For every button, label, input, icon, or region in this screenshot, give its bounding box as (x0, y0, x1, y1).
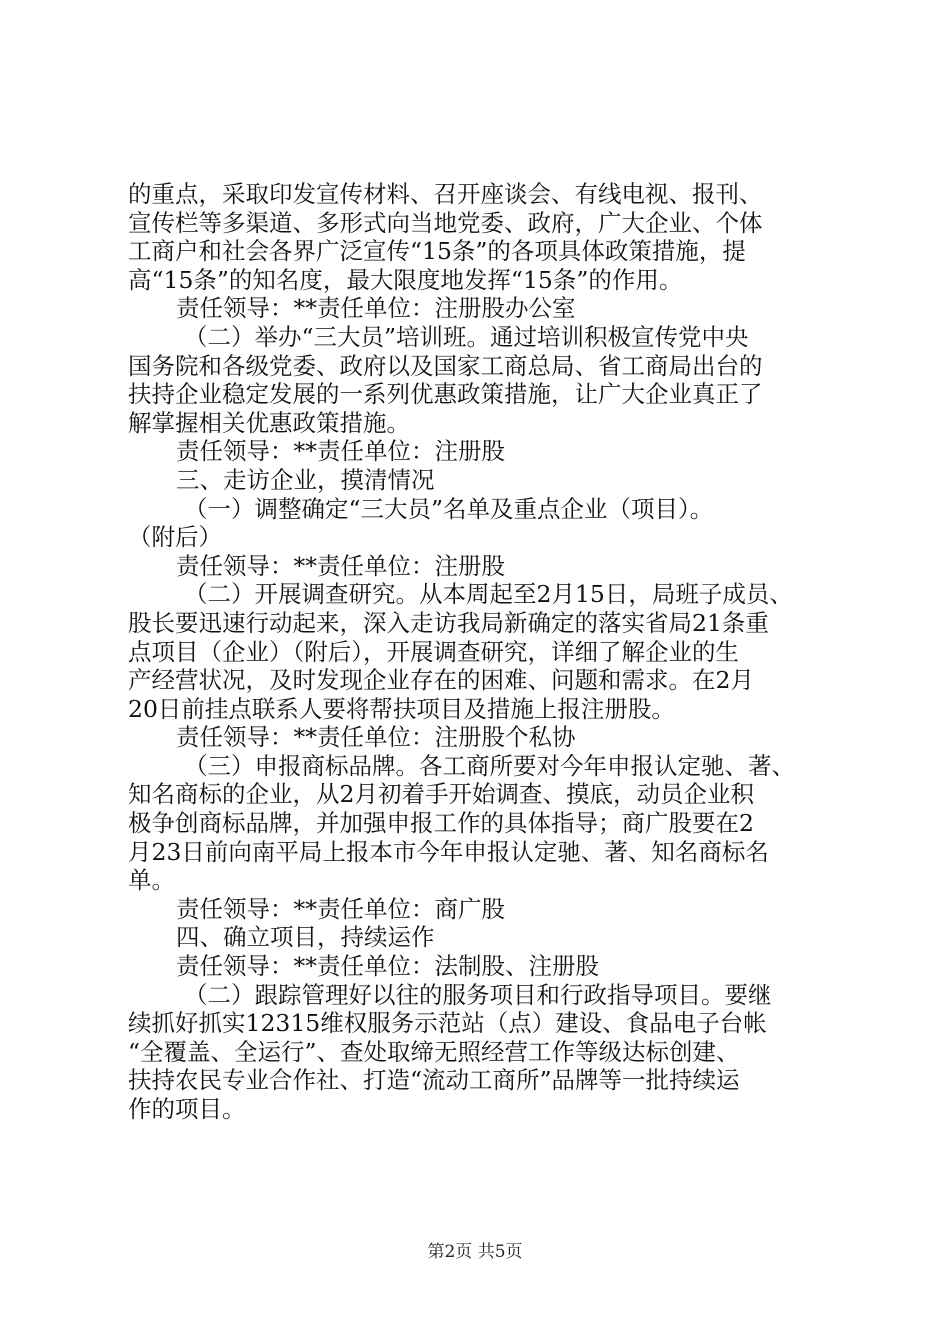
section-heading: （一）调整确定“三大员”名单及重点企业（项目）。 (184, 494, 714, 523)
body-line: 解掌握相关优惠政策措施。 (128, 408, 410, 437)
body-line: 月23日前向南平局上报本市今年申报认定驰、著、知名商标名 (128, 837, 769, 866)
body-line: 作的项目。 (128, 1095, 246, 1123)
page-number: 第2页 共5页 (427, 1242, 523, 1262)
responsibility-line: 责任领导：**责任单位：商广股 (176, 894, 505, 923)
body-line: 产经营状况，及时发现企业存在的困难、问题和需求。在2月 (128, 666, 754, 695)
responsibility-line: 责任领导：**责任单位：注册股 (176, 437, 505, 466)
responsibility-line: 责任领导：**责任单位：注册股 (176, 551, 505, 580)
body-line: 扶持企业稳定发展的一系列优惠政策措施，让广大企业真正了 (128, 380, 763, 409)
body-line: 高“15条”的知名度，最大限度地发挥“15条”的作用。 (128, 265, 683, 294)
section-heading: （二）跟踪管理好以往的服务项目和行政指导项目。要继 (184, 980, 772, 1009)
responsibility-line: 责任领导：**责任单位：法制股、注册股 (176, 952, 599, 981)
body-line: （附后） (128, 523, 222, 552)
body-line: 股长要迅速行动起来，深入走访我局新确定的落实省局21条重 (128, 608, 769, 637)
section-heading: 三、走访企业，摸清情况 (176, 465, 435, 494)
section-heading: 四、确立项目，持续运作 (176, 923, 435, 952)
section-heading: （二）开展调查研究。从本周起至2月15日，局班子成员、 (184, 580, 793, 609)
section-heading: （二）举办“三大员”培训班。通过培训积极宣传党中央 (184, 322, 749, 351)
body-line: 的重点，采取印发宣传材料、召开座谈会、有线电视、报刊、 (128, 180, 763, 208)
section-heading: （三）申报商标品牌。各工商所要对今年申报认定驰、著、 (184, 751, 795, 780)
body-line: 知名商标的企业，从2月初着手开始调查、摸底，动员企业积 (128, 780, 754, 809)
body-line: 宣传栏等多渠道、多形式向当地党委、政府，广大企业、个体 (128, 208, 763, 237)
responsibility-line: 责任领导：**责任单位：注册股个私协 (176, 723, 576, 752)
body-line: 20日前挂点联系人要将帮扶项目及措施上报注册股。 (128, 694, 675, 723)
body-line: 工商户和社会各界广泛宣传“15条”的各项具体政策措施，提 (128, 237, 746, 266)
body-line: 扶持农民专业合作社、打造“流动工商所”品牌等一批持续运 (128, 1066, 740, 1095)
responsibility-line: 责任领导：**责任单位：注册股办公室 (176, 294, 576, 323)
body-line: 续抓好抓实12315维权服务示范站（点）建设、食品电子台帐 (128, 1009, 767, 1038)
body-line: 点项目（企业）（附后），开展调查研究，详细了解企业的生 (128, 637, 739, 666)
body-line: 单。 (128, 866, 175, 895)
body-line: “全覆盖、全运行”、查处取缔无照经营工作等级达标创建、 (128, 1037, 740, 1066)
document-body (128, 180, 828, 1124)
body-line: 国务院和各级党委、政府以及国家工商总局、省工商局出台的 (128, 351, 763, 380)
body-line: 极争创商标品牌，并加强申报工作的具体指导；商广股要在2 (128, 809, 754, 838)
